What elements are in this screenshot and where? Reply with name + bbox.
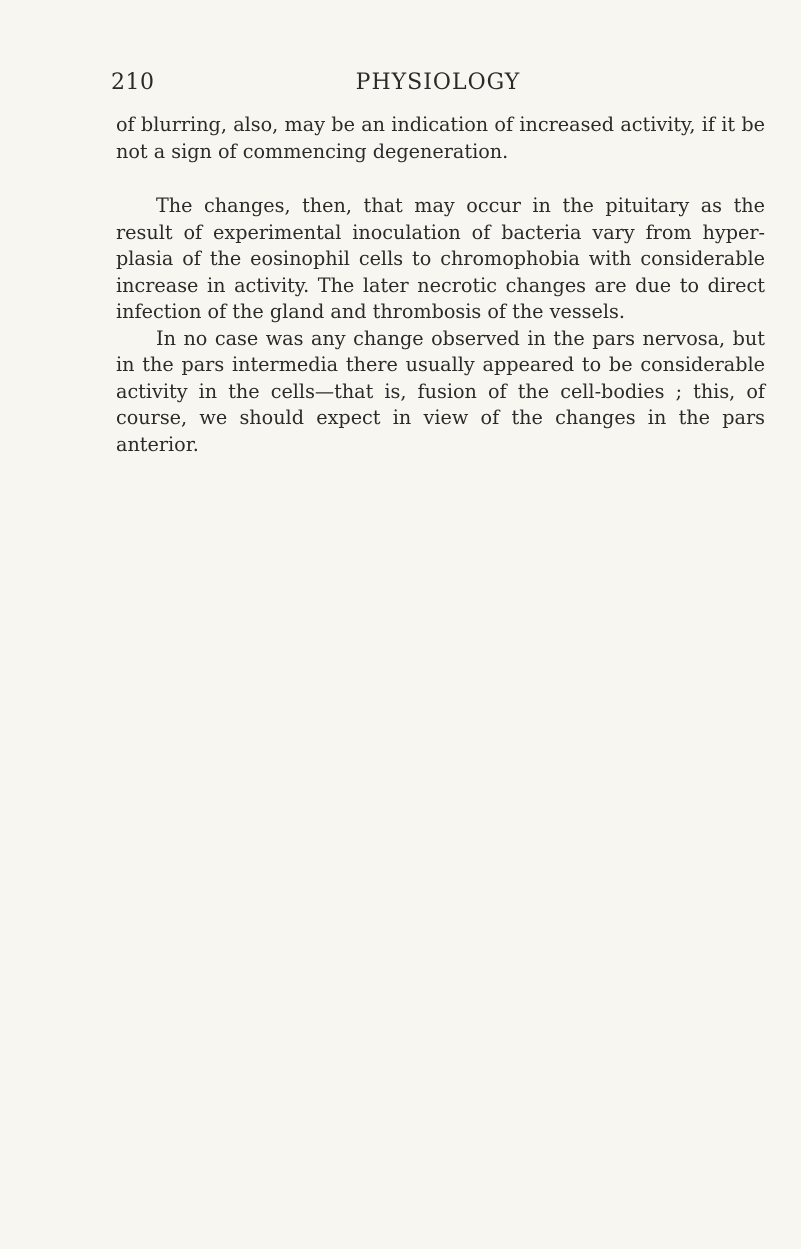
page-number: 210 xyxy=(111,70,155,95)
body-text xyxy=(116,112,765,458)
paragraph: In no case was any change observed in the pars nervosa, but in the pars intermedia there usually appeared to be considerable activity in the cells—that is, fusion of the cell-bodies ; this, of course, we should expect in view of the changes in the pars anterior. xyxy=(116,326,765,456)
running-head xyxy=(111,68,765,102)
paragraph: The changes, then, that may occur in the pituitary as the result of experimental inoculation of bacteria vary from hyperplasia of the eosinophil cells to chromophobia with considerable increase in activity. The later necrotic changes are due to direct infection of the gland and thrombosis of the vessels. xyxy=(116,194,765,323)
paragraph-continued: of blurring, also, may be an indication of increased activity, if it be not a sign of commencing degeneration. xyxy=(116,113,765,163)
running-title: PHYSIOLOGY xyxy=(355,70,521,95)
